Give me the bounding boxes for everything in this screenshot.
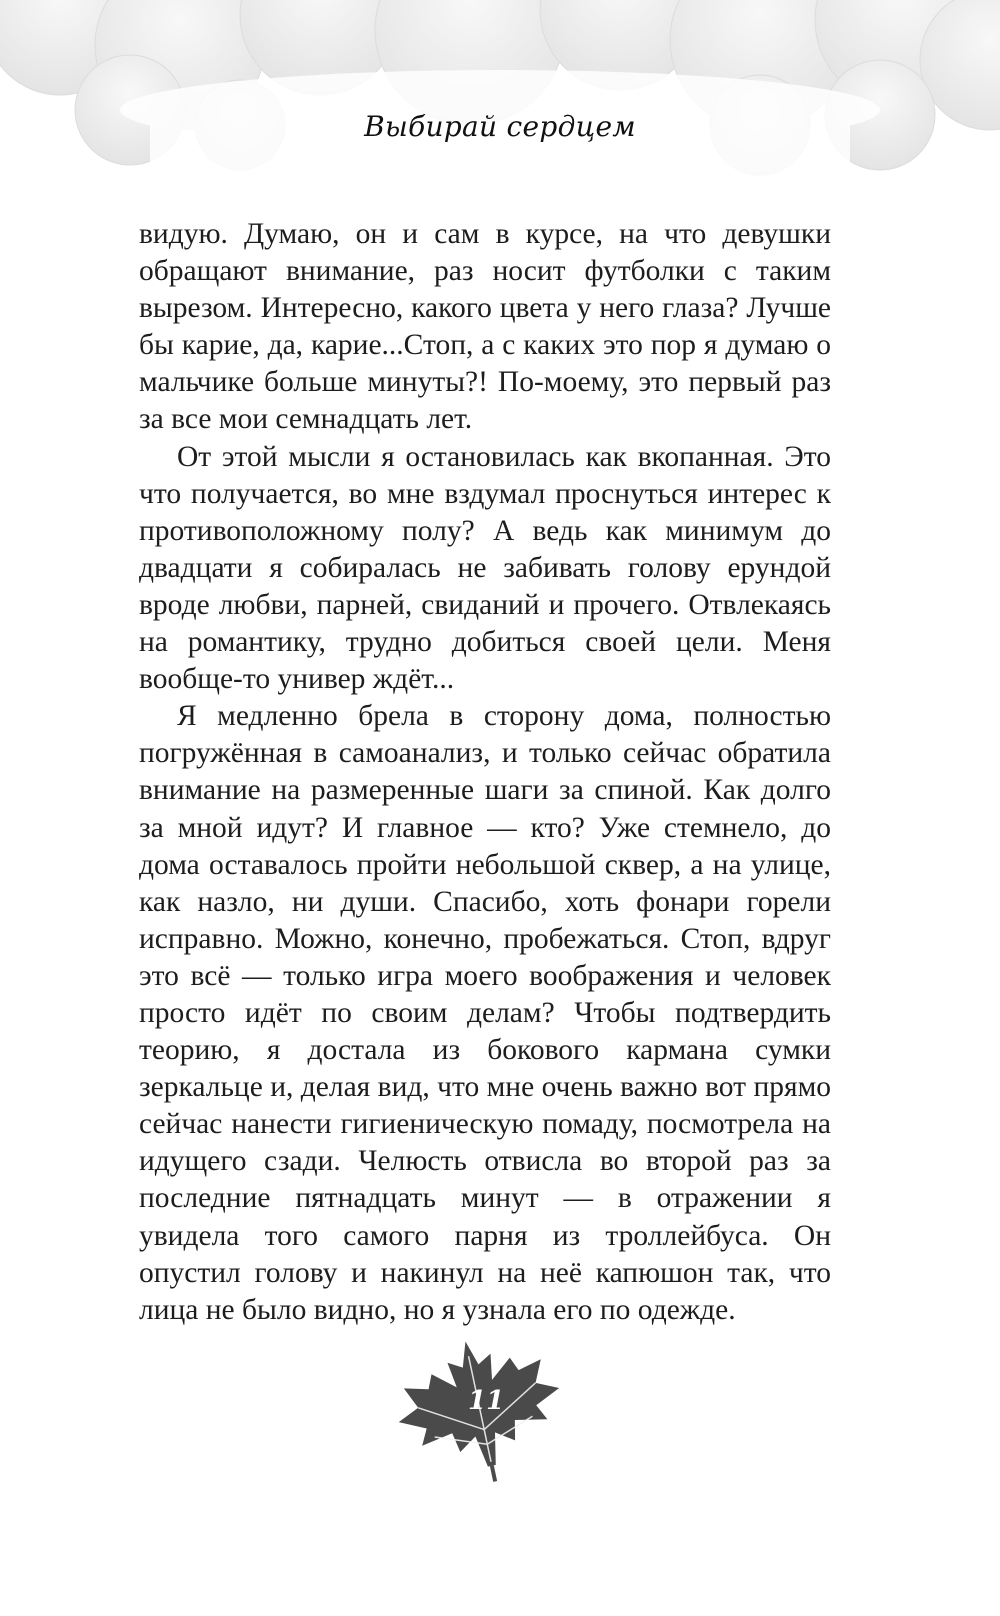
maple-leaf-icon bbox=[380, 1335, 580, 1485]
cloud-header-decoration bbox=[0, 0, 1000, 200]
paragraph-2: От этой мысли я остановилась как вкопанная. Это что получается, во мне вздумал проснуться интерес к противоположному полу? А ведь как минимум до двадцати я собиралась не забивать голову ерундой вроде любви, парней, свиданий и прочего. Отвлекаясь на романтику, трудно добиться своей цели. Меня вообще-то универ ждёт... bbox=[139, 440, 831, 696]
paragraph-1: видую. Думаю, он и сам в курсе, на что девушки обращают внимание, раз носит футболки с таким вырезом. Интересно, какого цвета у него глаза? Лучше бы карие, да, карие...Стоп, а с каких это пор я думаю о мальчике больше минуты?! По-моему, это первый раз за все мои семнадцать лет. bbox=[139, 218, 831, 436]
page-number: 11 bbox=[468, 1386, 505, 1416]
paragraph-3: Я медленно брела в сторону дома, полностью погружённая в самоанализ, и только сейчас обратила внимание на размеренные шаги за спиной. Как долго за мной идут? И главное — кто? Уже стемнело, до дома оставалось пройти небольшой сквер, а на улице, как назло, ни души. Спасибо, хоть фонари горели исправно. Можно, конечно, пробежаться. Стоп, вдруг это всё — только игра моего воображения и человек просто идёт по своим делам? Чтобы подтвердить теорию, я достала из бокового кармана сумки зеркальце и, делая вид, что мне очень важно вот прямо сейчас нанести гигиеническую помаду, посмотрела на идущего сзади. Челюсть отвисла во второй раз за последние пятнадцать минут — в отражении я увидела того самого парня из троллейбуса. Он опустил голову и накинул на неё капюшон так, что лица не было видно, но я узнала его по одежде. bbox=[139, 700, 831, 1326]
running-head: Выбирай сердцем bbox=[364, 110, 636, 143]
body-text bbox=[139, 216, 831, 1329]
